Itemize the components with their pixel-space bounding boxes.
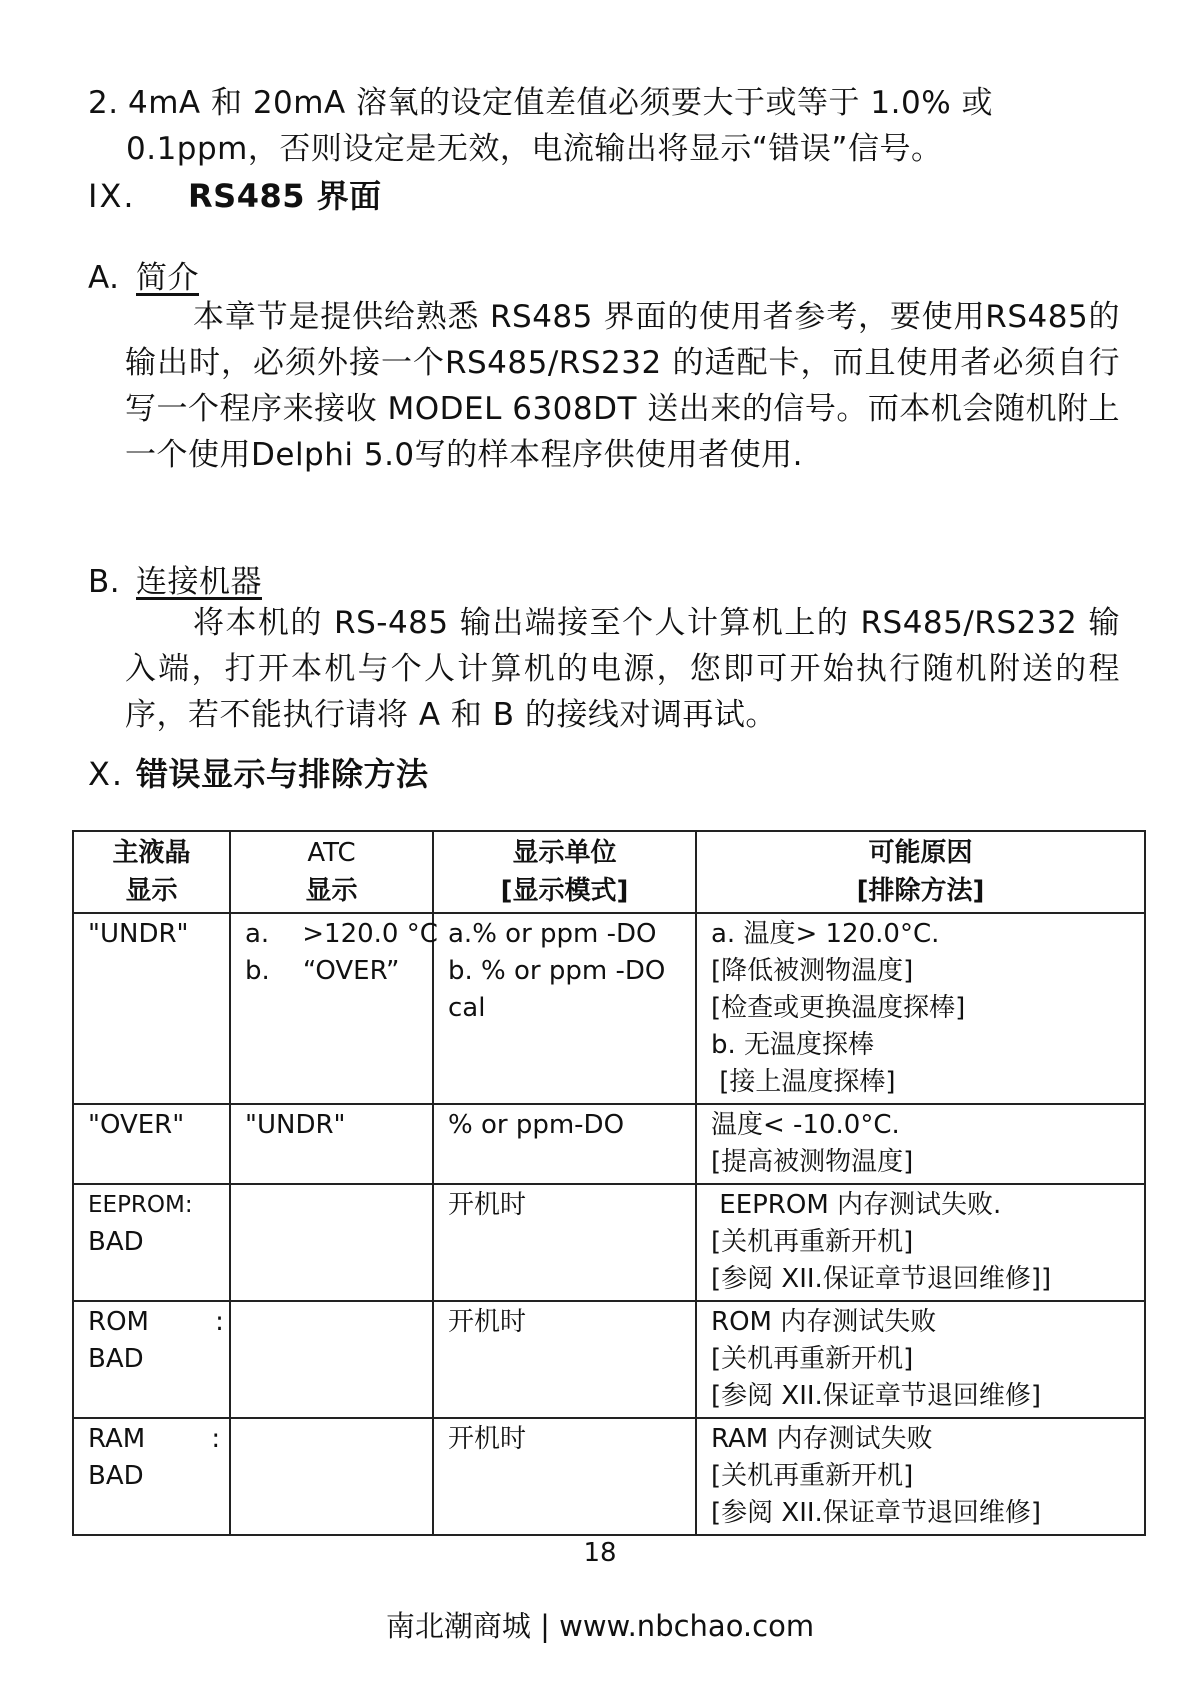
cell-atc: "UNDR": [230, 1104, 433, 1184]
page-number: 18: [583, 1538, 617, 1568]
cell-display: "OVER": [73, 1104, 230, 1184]
cell-atc: [230, 1301, 433, 1418]
subsection-letter: B.: [88, 564, 121, 600]
cell-unit: 开机时: [433, 1184, 696, 1301]
cell-display: "UNDR": [73, 913, 230, 1104]
cell-display: RAM : BAD: [73, 1418, 230, 1535]
subsection-heading-b: [88, 560, 262, 604]
table-header-row: [73, 831, 1145, 913]
cell-cause: ROM 内存测试失败 [关机再重新开机] [参阅 XII.保证章节退回维修]: [696, 1301, 1145, 1418]
section-title: RS485 界面: [188, 177, 382, 215]
subsection-letter: A.: [88, 260, 120, 296]
cell-cause: RAM 内存测试失败 [关机再重新开机] [参阅 XII.保证章节退回维修]: [696, 1418, 1145, 1535]
intro-paragraph: 本章节是提供给熟悉 RS485 界面的使用者参考，要使用RS485的输出时，必须外接一个RS485/RS232 的适配卡，而且使用者必须自行写一个程序来接收 MODEL 6308DT 送出来的信号。而本机会随机附上一个使用Delphi 5.0写的样本程序供使用者使用.: [125, 299, 1120, 473]
connect-paragraph: 将本机的 RS-485 输出端接至个人计算机上的 RS485/RS232 输入端，打开本机与个人计算机的电源，您即可开始执行随机附送的程序，若不能执行请将 A 和 B 的接线对调再试。: [125, 605, 1120, 733]
cell-cause: a. 温度> 120.0°C. [降低被测物温度] [检查或更换温度探棒] b. 无温度探棒 [接上温度探棒]: [696, 913, 1145, 1104]
note-line-1: 4mA 和 20mA 溶氧的设定值差值必须要大于或等于 1.0% 或: [128, 85, 994, 121]
section-heading-10: [88, 752, 429, 796]
cell-cause: 温度< -10.0°C. [提高被测物温度]: [696, 1104, 1145, 1184]
section-number: X.: [88, 755, 125, 793]
note-item-2: [88, 80, 1118, 172]
header-display: 主液晶 显示: [73, 831, 230, 913]
cell-cause: EEPROM 内存测试失败. [关机再重新开机] [参阅 XII.保证章节退回维修]]: [696, 1184, 1145, 1301]
error-table: [72, 830, 1146, 1536]
site-footer: 南北潮商城 | www.nbchao.com: [385, 1609, 815, 1643]
note-number: 2.: [88, 85, 119, 121]
cell-unit: 开机时: [433, 1301, 696, 1418]
table-row: [73, 913, 1145, 1104]
cell-display: ROM : BAD: [73, 1301, 230, 1418]
note-line-2: 0.1ppm，否则设定是无效，电流输出将显示“错误”信号。: [126, 131, 943, 167]
cell-unit: % or ppm-DO: [433, 1104, 696, 1184]
section-number: IX.: [88, 177, 136, 215]
header-unit: 显示单位 [显示模式]: [433, 831, 696, 913]
cell-atc: a. >120.0 °C b. “OVER”: [230, 913, 433, 1104]
cell-atc: [230, 1184, 433, 1301]
header-atc: ATC 显示: [230, 831, 433, 913]
table-row: [73, 1104, 1145, 1184]
cell-display: EEPROM: BAD: [73, 1184, 230, 1301]
cell-unit: a.% or ppm -DO b. % or ppm -DO cal: [433, 913, 696, 1104]
subsection-title: 简介: [136, 260, 199, 296]
section-heading-9: [88, 174, 382, 218]
table-row: [73, 1184, 1145, 1301]
header-cause: 可能原因 [排除方法]: [696, 831, 1145, 913]
cell-atc: [230, 1418, 433, 1535]
section-title: 错误显示与排除方法: [136, 755, 429, 793]
table-row: [73, 1301, 1145, 1418]
table-row: [73, 1418, 1145, 1535]
cell-unit: 开机时: [433, 1418, 696, 1535]
subsection-title: 连接机器: [136, 564, 262, 600]
